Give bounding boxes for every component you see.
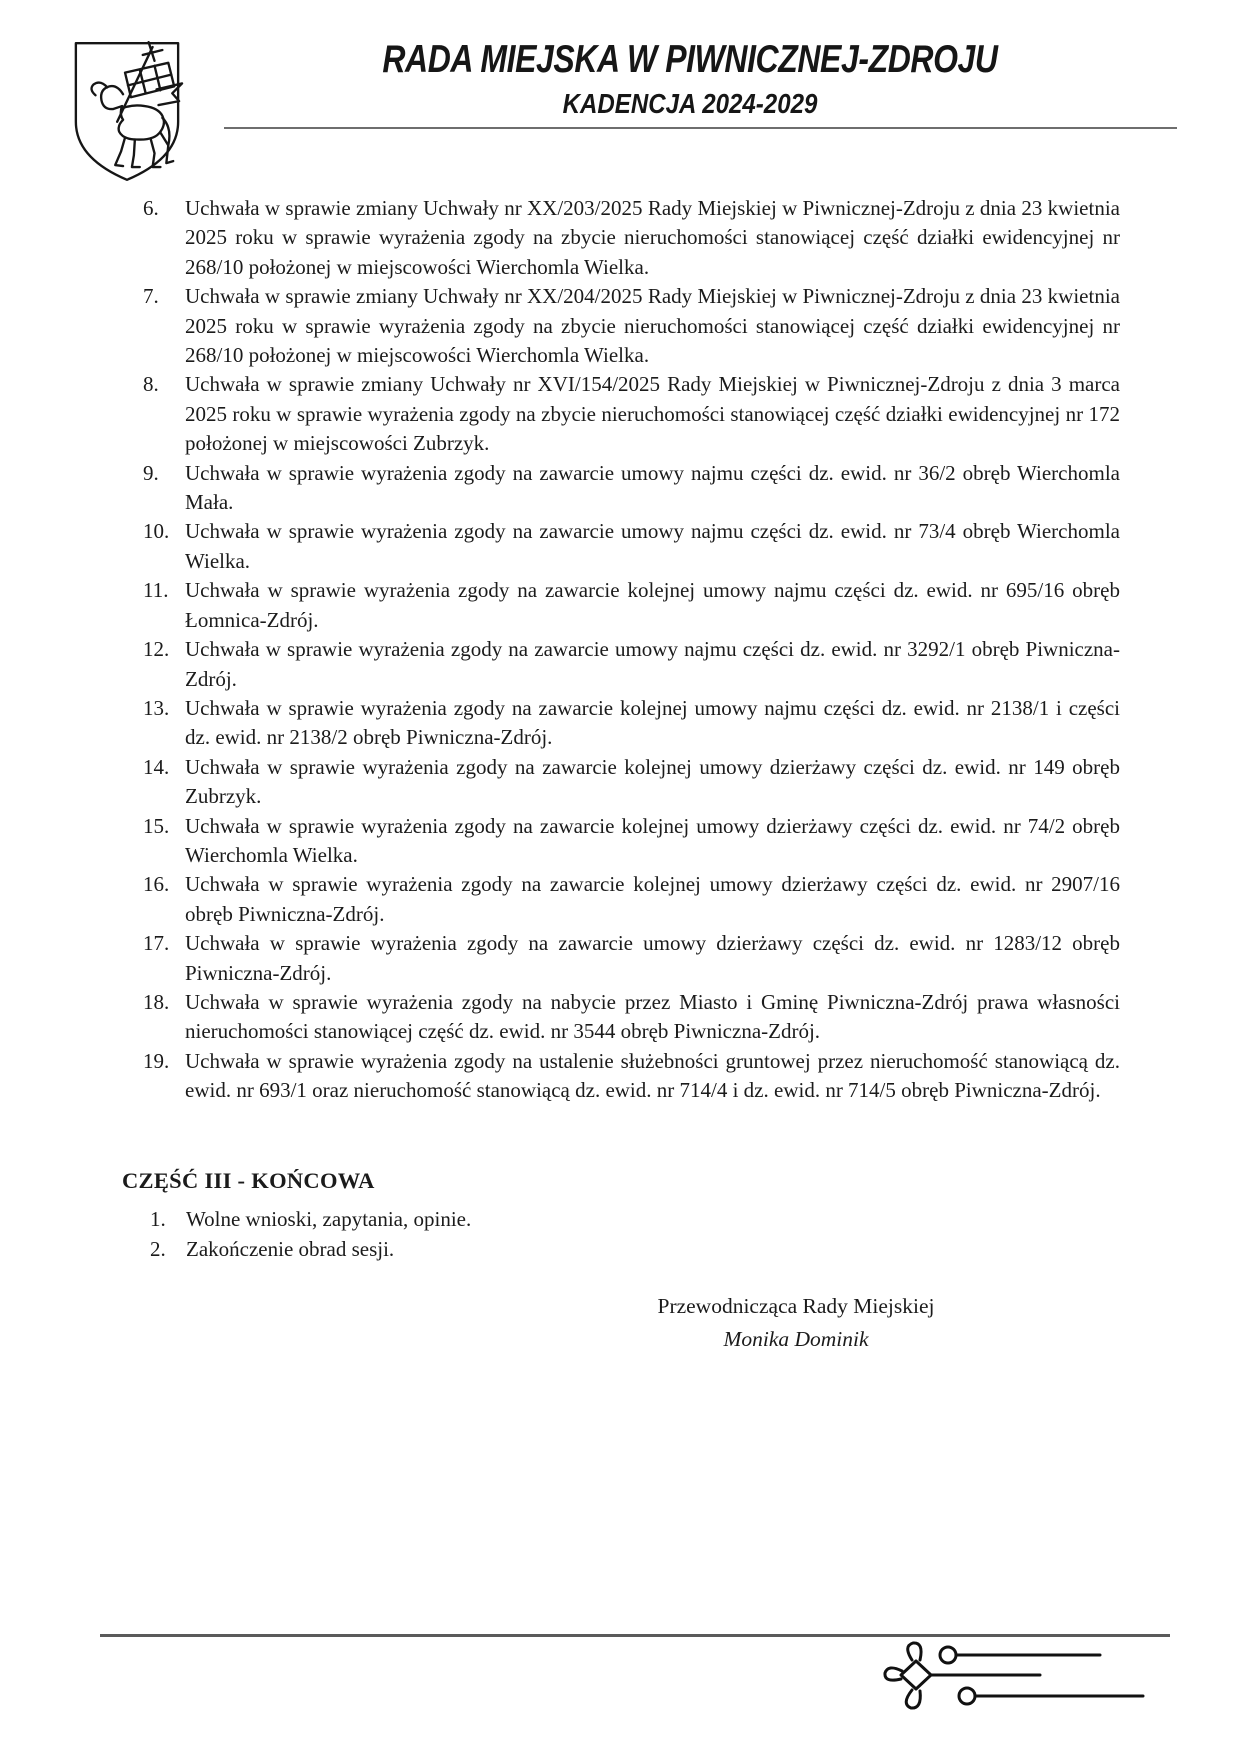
footer-divider <box>100 1634 1170 1637</box>
item-number: 18. <box>143 989 170 1014</box>
item-text: Uchwała w sprawie wyrażenia zgody na zawarcie kolejnej umowy dzierżawy części dz. ewid. nr 2907/16 obręb Piwniczna-Zdrój. <box>185 872 1120 926</box>
item-text: Uchwała w sprawie wyrażenia zgody na nabycie przez Miasto i Gminę Piwniczna-Zdrój prawa własności nieruchomości stanowiącej część dz. ewid. nr 3544 obręb Piwniczna-Zdrój. <box>185 989 1120 1044</box>
item-text: Uchwała w sprawie wyrażenia zgody na zawarcie kolejnej umowy dzierżawy części dz. ewid. nr 149 obręb Zubrzyk. <box>185 754 1120 809</box>
list-item <box>143 870 1120 929</box>
item-number: 6. <box>143 196 159 220</box>
list-item <box>143 370 1120 458</box>
item-number: 7. <box>143 284 159 309</box>
item-text: Wolne wnioski, zapytania, opinie. <box>186 1207 472 1231</box>
item-number: 11. <box>143 578 169 603</box>
footer-flourish-ornament <box>855 1640 1155 1724</box>
item-number: 2. <box>150 1237 166 1261</box>
item-number: 15. <box>143 813 170 838</box>
signer-name: Monika Dominik <box>723 1327 869 1351</box>
page-title: RADA MIEJSKA W PIWNICZNEJ-ZDROJU <box>382 38 998 81</box>
list-item <box>143 576 1120 635</box>
item-number: 1. <box>150 1207 166 1231</box>
list-item <box>143 517 1120 576</box>
final-section <box>122 1166 1120 1264</box>
list-item <box>143 635 1120 694</box>
list-item <box>143 282 1120 370</box>
item-text: Uchwała w sprawie wyrażenia zgody na zawarcie kolejnej umowy najmu części dz. ewid. nr 2138/1 i części dz. ewid. nr 2138/2 obręb Piwniczna-Zdrój. <box>185 695 1120 750</box>
item-text: Uchwała w sprawie wyrażenia zgody na zawarcie kolejnej umowy dzierżawy części dz. ewid. nr 74/2 obręb Wierchomla Wielka. <box>185 813 1120 867</box>
list-item <box>143 988 1120 1047</box>
list-item <box>143 459 1120 518</box>
item-text: Uchwała w sprawie zmiany Uchwały nr XX/203/2025 Rady Miejskiej w Piwnicznej-Zdroju z dnia 23 kwietnia 2025 roku w sprawie wyrażenia zgody na zbycie nieruchomości stanowiącej część działki ewidencyjnej nr 268/10 położonej w miejscowości Wierchomla Wielka. <box>185 196 1120 279</box>
item-text: Uchwała w sprawie wyrażenia zgody na zawarcie umowy najmu części dz. ewid. nr 36/2 obręb Wierchomla Mała. <box>185 460 1120 515</box>
header-divider <box>224 127 1177 129</box>
item-number: 16. <box>143 872 170 897</box>
item-text: Uchwała w sprawie wyrażenia zgody na zawarcie umowy najmu części dz. ewid. nr 73/4 obręb Wierchomla Wielka. <box>185 519 1120 573</box>
item-text: Uchwała w sprawie wyrażenia zgody na zawarcie umowy najmu części dz. ewid. nr 3292/1 obręb Piwniczna-Zdrój. <box>185 637 1120 691</box>
section-heading: CZĘŚĆ III - KOŃCOWA <box>122 1168 375 1193</box>
item-number: 8. <box>143 372 159 397</box>
item-number: 10. <box>143 519 170 544</box>
list-item <box>143 1047 1120 1106</box>
list-item <box>143 694 1120 753</box>
item-text: Uchwała w sprawie zmiany Uchwały nr XVI/154/2025 Rady Miejskiej w Piwnicznej-Zdroju z dnia 3 marca 2025 roku w sprawie wyrażenia zgody na zbycie nieruchomości stanowiącej część działki ewidencyjnej nr 172 położonej w miejscowości Zubrzyk. <box>185 372 1120 456</box>
letterhead <box>190 38 1190 120</box>
list-item <box>150 1204 1120 1234</box>
signature-block <box>650 1290 942 1356</box>
signer-role: Przewodnicząca Rady Miejskiej <box>657 1294 935 1318</box>
list-item <box>143 194 1120 282</box>
item-text: Uchwała w sprawie zmiany Uchwały nr XX/204/2025 Rady Miejskiej w Piwnicznej-Zdroju z dnia 23 kwietnia 2025 roku w sprawie wyrażenia zgody na zbycie nieruchomości stanowiącej część działki ewidencyjnej nr 268/10 położonej w miejscowości Wierchomla Wielka. <box>185 284 1120 368</box>
item-text: Uchwała w sprawie wyrażenia zgody na ustalenie służebności gruntowej przez nieruchomość stanowiącą dz. ewid. nr 693/1 oraz nieruchomość stanowiącą dz. ewid. nr 714/4 i dz. ewid. nr 714/5 obręb Piwniczna-Zdrój. <box>185 1048 1120 1103</box>
agenda-list <box>143 194 1120 1106</box>
item-number: 14. <box>143 754 170 779</box>
page-subtitle: KADENCJA 2024-2029 <box>562 88 818 119</box>
item-number: 17. <box>143 931 170 956</box>
list-item <box>143 753 1120 812</box>
item-text: Uchwała w sprawie wyrażenia zgody na zawarcie umowy dzierżawy części dz. ewid. nr 1283/12 obręb Piwniczna-Zdrój. <box>185 931 1120 985</box>
coat-of-arms-emblem <box>68 34 186 186</box>
item-number: 12. <box>143 637 170 662</box>
list-item <box>143 929 1120 988</box>
item-text: Uchwała w sprawie wyrażenia zgody na zawarcie kolejnej umowy najmu części dz. ewid. nr 695/16 obręb Łomnica-Zdrój. <box>185 578 1120 632</box>
list-item <box>150 1234 1120 1264</box>
item-number: 19. <box>143 1048 170 1073</box>
item-text: Zakończenie obrad sesji. <box>186 1237 395 1261</box>
list-item <box>143 812 1120 871</box>
item-number: 13. <box>143 695 170 720</box>
item-number: 9. <box>143 460 159 485</box>
